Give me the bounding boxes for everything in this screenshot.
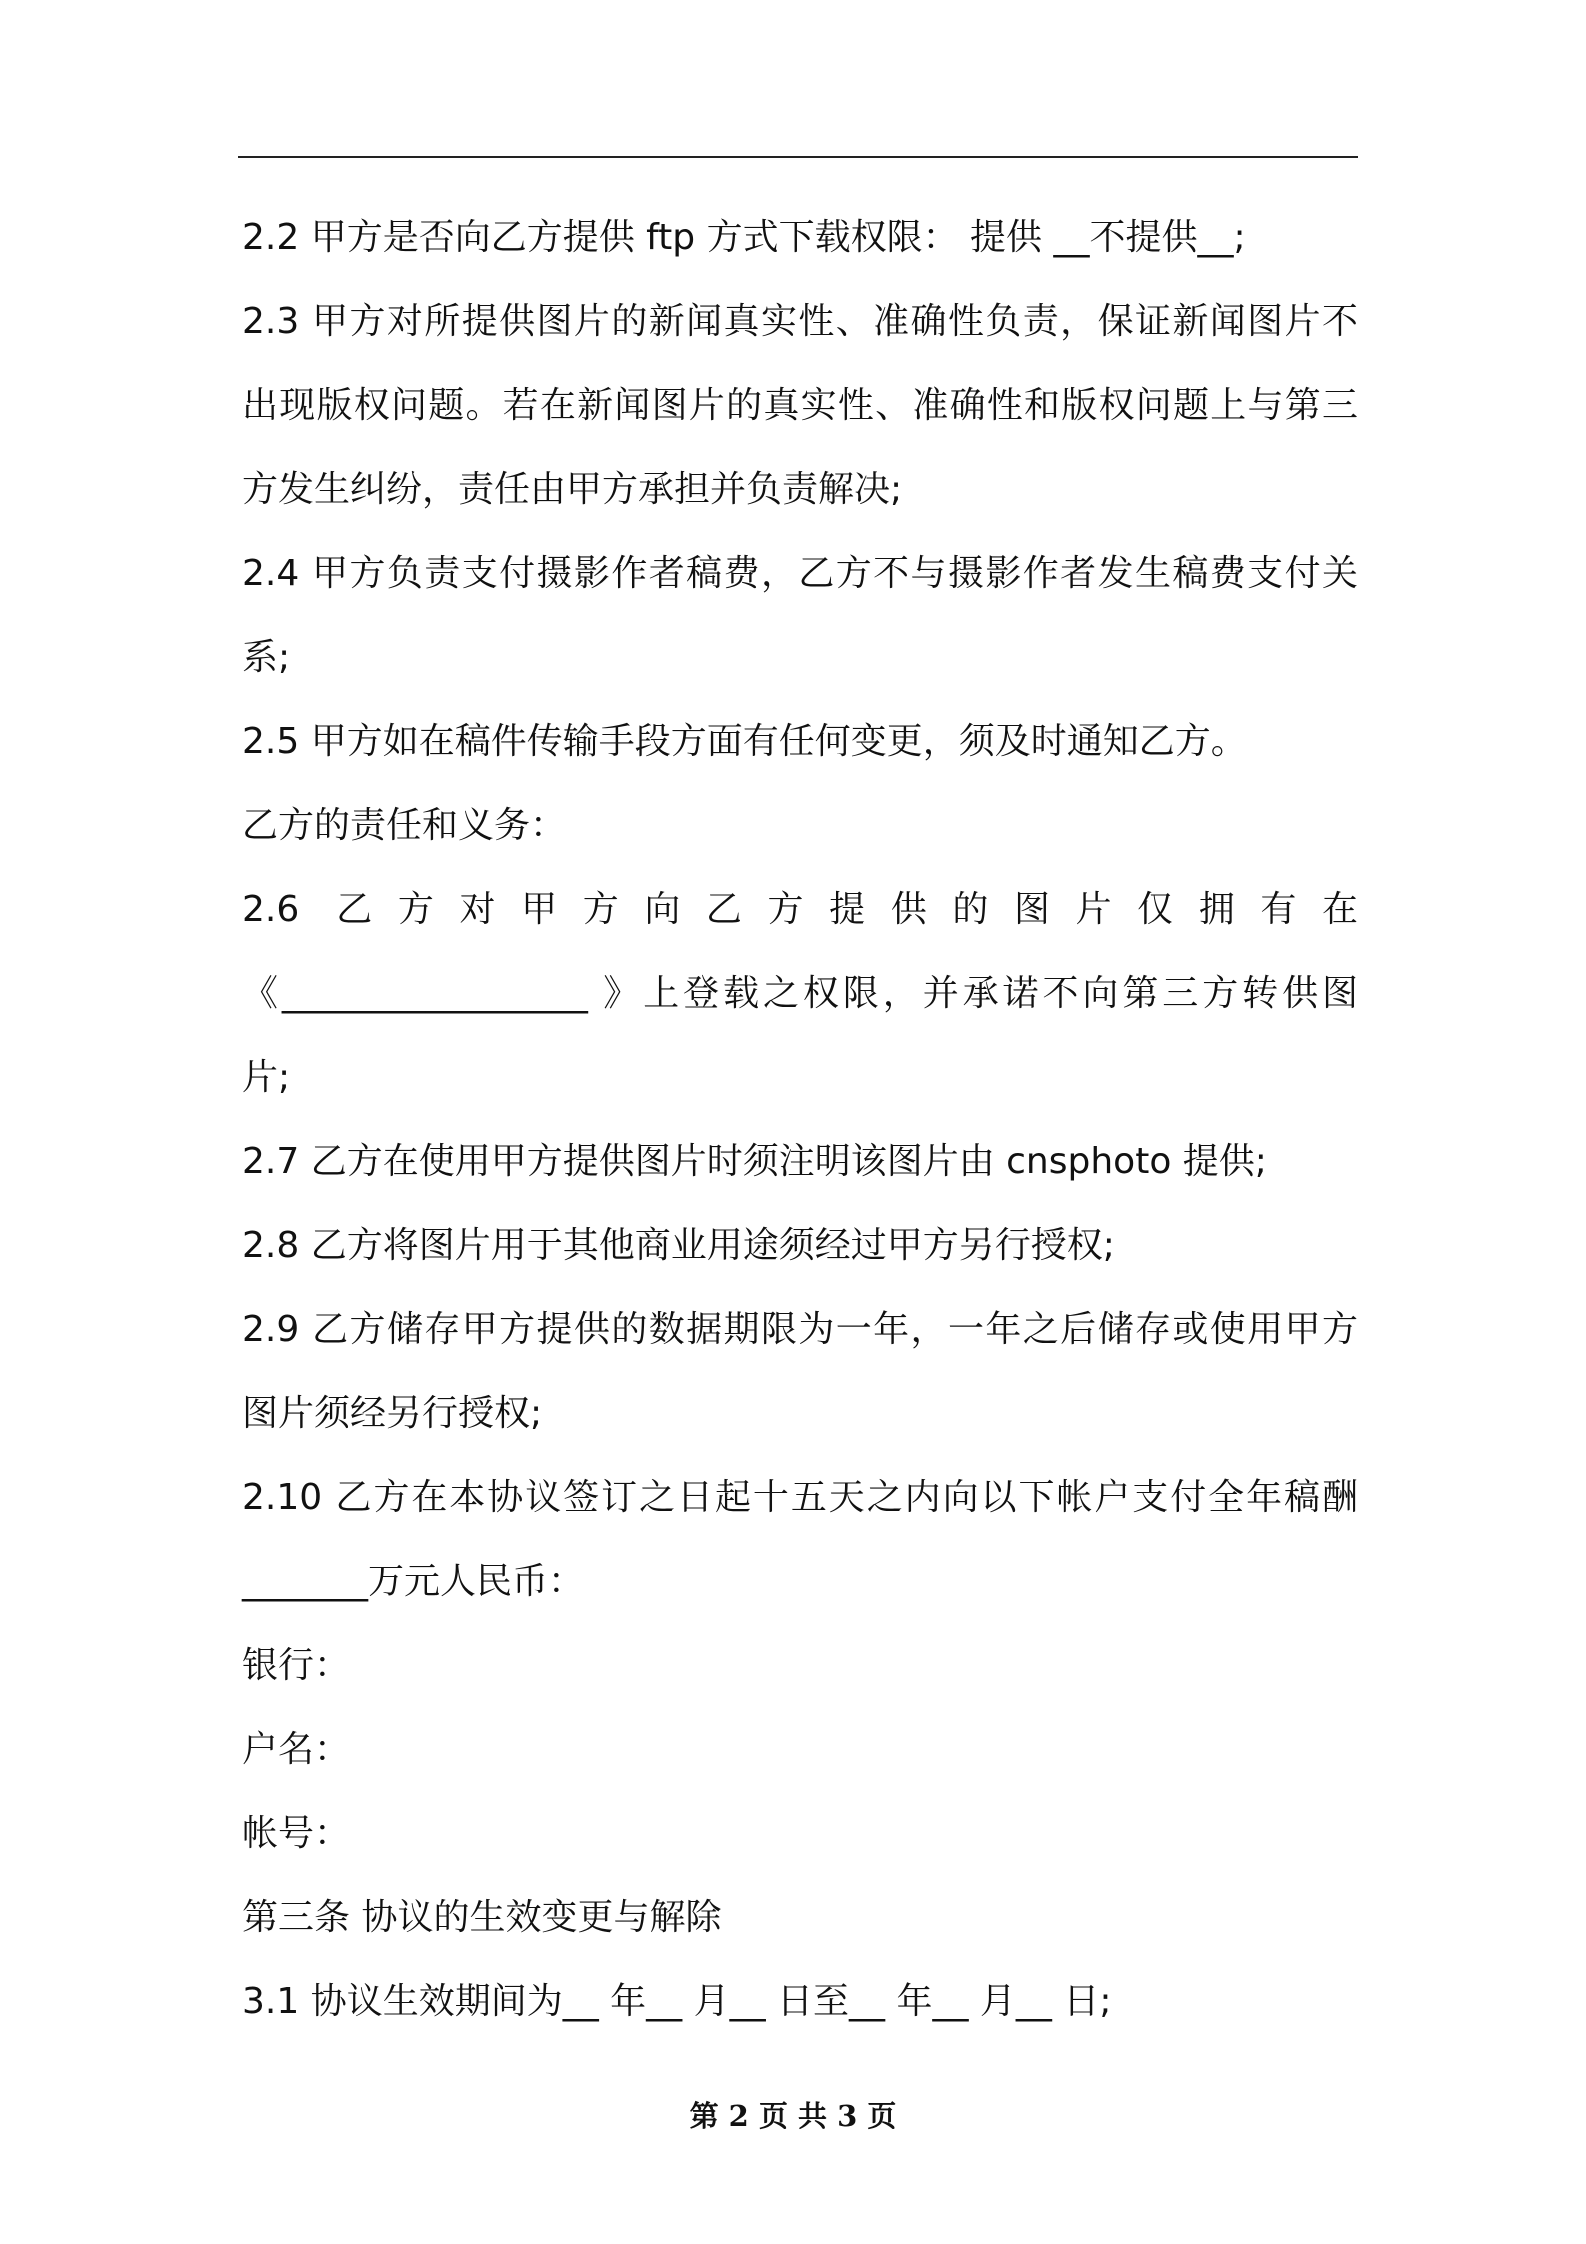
page-number: 第 2 页 共 3 页 [689, 2099, 897, 2133]
text-line: 出现版权问题。若在新闻图片的真实性、准确性和版权问题上与第三 [242, 385, 1358, 426]
text-line: 银行： [242, 1645, 351, 1686]
text-line: 2.8 乙方将图片用于其他商业用途须经过甲方另行授权; [242, 1225, 1115, 1266]
text-line: 片; [242, 1057, 291, 1098]
text-line: 系; [242, 637, 291, 678]
section-heading: 第三条 协议的生效变更与解除 [242, 1897, 722, 1938]
text-line: 方发生纠纷，责任由甲方承担并负责解决; [242, 469, 903, 510]
text-line: _______万元人民币： [242, 1561, 585, 1602]
header-rule [238, 156, 1358, 158]
text-line: 图片须经另行授权; [242, 1393, 543, 1434]
text-line: 《_________________ 》上登载之权限，并承诺不向第三方转供图 [242, 973, 1358, 1014]
text-line: 2.7 乙方在使用甲方提供图片时须注明该图片由 cnsphoto 提供; [242, 1141, 1267, 1182]
text-line: 2.3 甲方对所提供图片的新闻真实性、准确性负责，保证新闻图片不 [242, 301, 1358, 342]
text-line: 3.1 协议生效期间为__ 年__ 月__ 日至__ 年__ 月__ 日; [242, 1981, 1112, 2022]
text-line: 2.2 甲方是否向乙方提供 ftp 方式下载权限： 提供 __不提供__; [242, 217, 1246, 258]
text-line: 2.4 甲方负责支付摄影作者稿费，乙方不与摄影作者发生稿费支付关 [242, 553, 1358, 594]
text-line: 帐号： [242, 1813, 351, 1854]
text-line: 乙方的责任和义务： [242, 805, 567, 846]
text-line: 户名： [242, 1729, 351, 1770]
text-line: 2.10 乙方在本协议签订之日起十五天之内向以下帐户支付全年稿酬 [242, 1477, 1358, 1518]
text-line: 2.6 乙方对甲方向乙方提供的图片仅拥有在 [242, 889, 1358, 930]
text-line: 2.5 甲方如在稿件传输手段方面有任何变更，须及时通知乙方。 [242, 721, 1247, 762]
document-body [242, 196, 1358, 2044]
text-line: 2.9 乙方储存甲方提供的数据期限为一年，一年之后储存或使用甲方 [242, 1309, 1358, 1350]
